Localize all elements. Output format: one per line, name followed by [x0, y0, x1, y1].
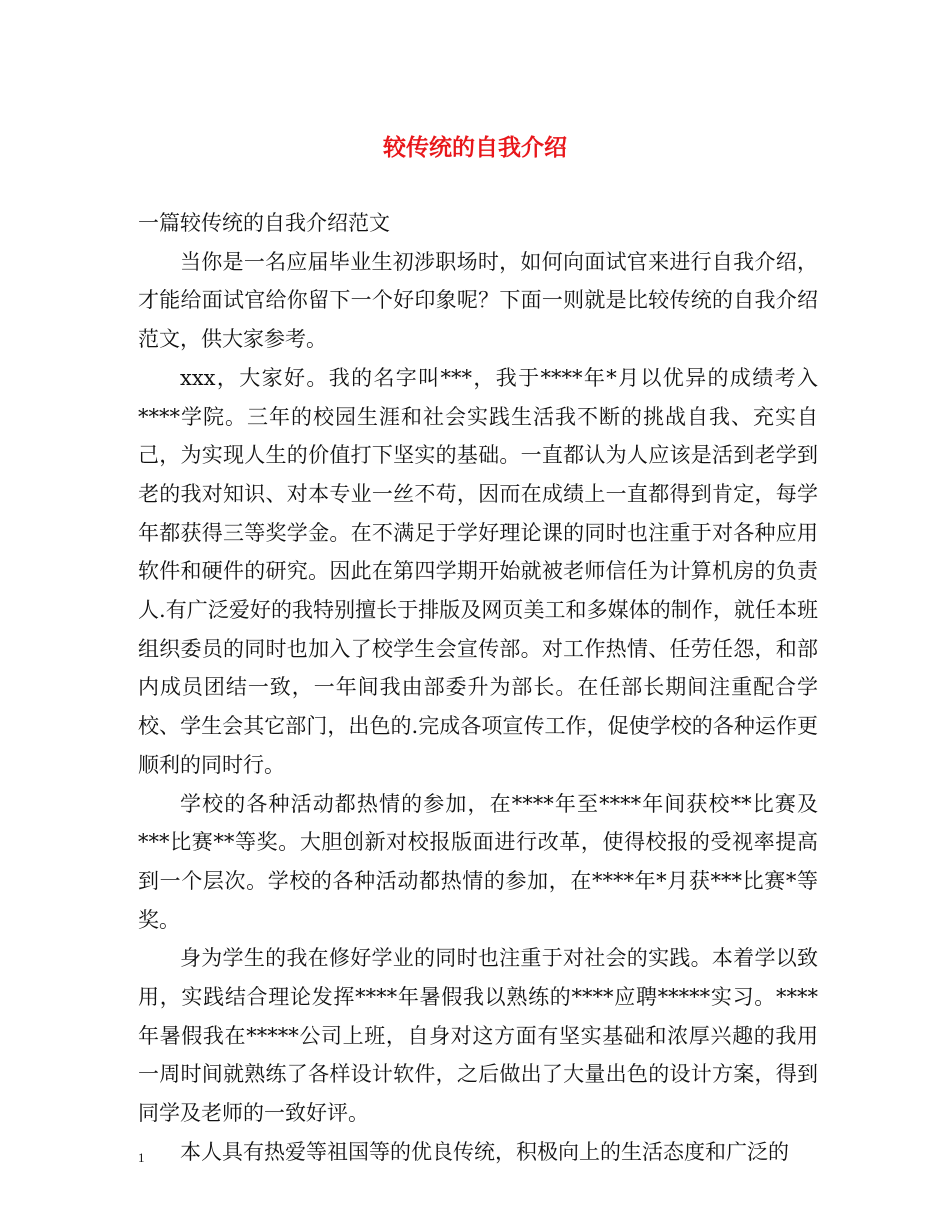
paragraph-personal-qualities: 本人具有热爱等祖国等的优良传统，积极向上的生活态度和广泛的	[180, 1139, 789, 1164]
paragraph-school-activities: 学校的各种活动都热情的参加，在****年至****年间获校**比赛及***比赛**等奖。大胆创新对校报版面进行改革，使得校报的受视率提高到一个层次。学校的各种活动都热情的参加，在****年*月获***比赛*等奖。	[138, 791, 818, 932]
paragraph-self-introduction: xxx，大家好。我的名字叫***，我于****年*月以优异的成绩考入****学院。三年的校园生涯和社会实践生活我不断的挑战自我、充实自己，为实现人生的价值打下坚实的基础。一直都认为人应该是活到老学到老的我对知识、对本专业一丝不苟，因而在成绩上一直都得到肯定，每学年都获得三等奖学金。在不满足于学好理论课的同时也注重于对各种应用软件和硬件的研究。因此在第四学期开始就被老师信任为计算机房的负责人.有广泛爱好的我特别擅长于排版及网页美工和多媒体的制作，就任本班组织委员的同时也加入了校学生会宣传部。对工作热情、任劳任怨，和部内成员团结一致，一年间我由部委升为部长。在任部长期间注重配合学校、学生会其它部门，出色的.完成各项宣传工作，促使学校的各种运作更顺利的同时行。	[138, 365, 818, 777]
document-title: 较传统的自我介绍	[383, 134, 567, 161]
page-number: 1	[138, 1150, 145, 1165]
document-body	[138, 204, 818, 1172]
paragraph-social-practice: 身为学生的我在修好学业的同时也注重于对社会的实践。本着学以致用，实践结合理论发挥****年暑假我以熟练的****应聘*****实习。****年暑假我在*****公司上班，自身对这方面有坚实基础和浓厚兴趣的我用一周时间就熟练了各样设计软件，之后做出了大量出色的设计方案，得到同学及老师的一致好评。	[138, 946, 818, 1126]
document-subtitle: 一篇较传统的自我介绍范文	[138, 211, 390, 235]
paragraph-intro: 当你是一名应届毕业生初涉职场时，如何向面试官来进行自我介绍，才能给面试官给你留下一个好印象呢？下面一则就是比较传统的自我介绍范文，供大家参考。	[138, 249, 818, 352]
